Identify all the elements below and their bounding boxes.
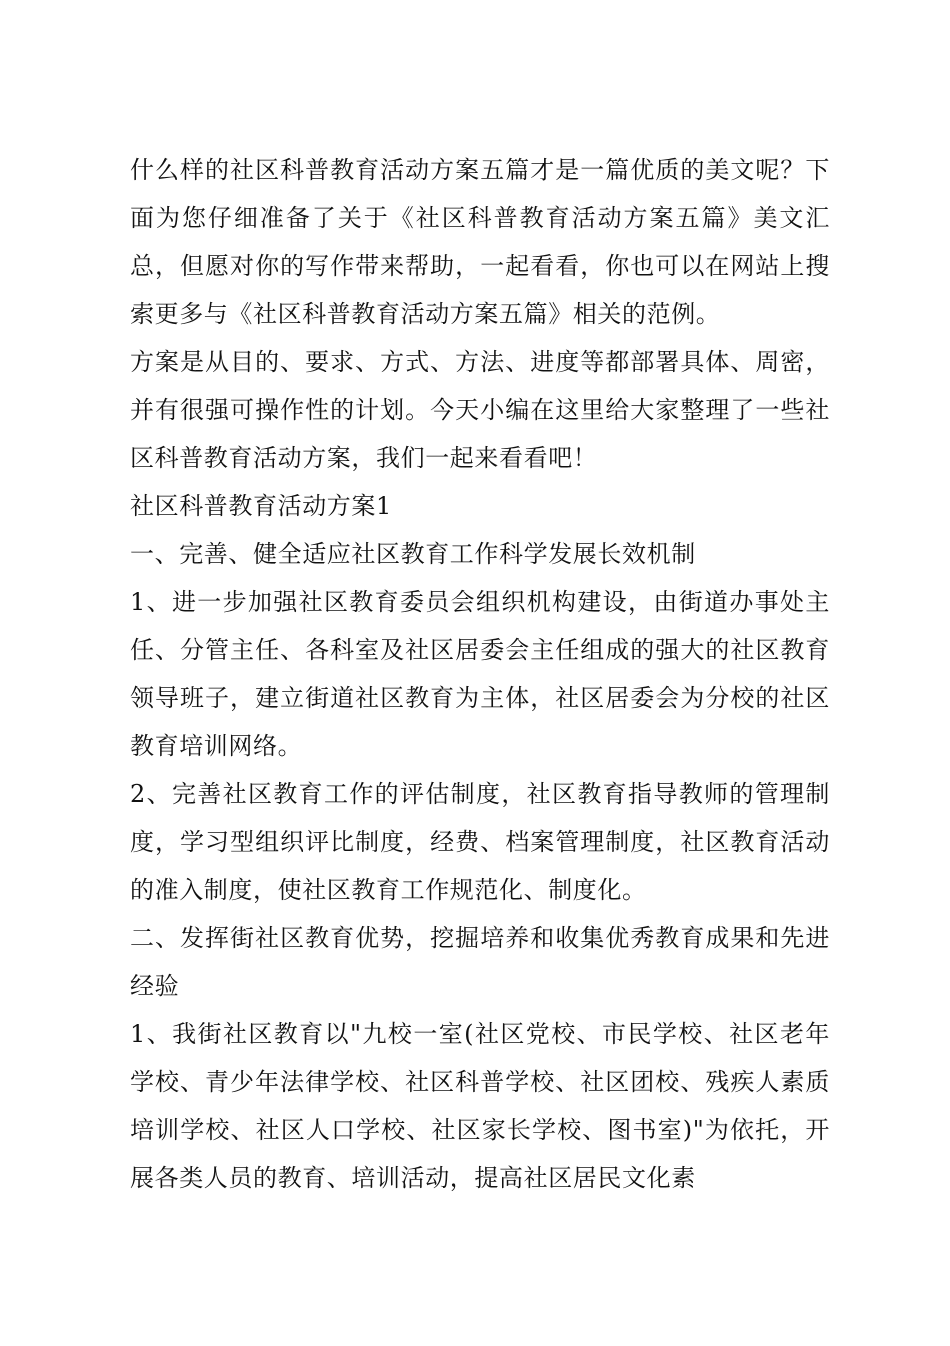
plan-title: 社区科普教育活动方案1 bbox=[130, 492, 392, 520]
section-1-item-2: 2、完善社区教育工作的评估制度，社区教育指导教师的管理制度，学习型组织评比制度，经费、档案管理制度，社区教育活动的准入制度，使社区教育工作规范化、制度化。 bbox=[130, 780, 830, 904]
section-1-item-1: 1、进一步加强社区教育委员会组织机构建设，由街道办事处主任、分管主任、各科室及社区居委会主任组成的强大的社区教育领导班子，建立街道社区教育为主体，社区居委会为分校的社区教育培训网络。 bbox=[130, 588, 830, 760]
definition-paragraph: 方案是从目的、要求、方式、方法、进度等都部署具体、周密，并有很强可操作性的计划。今天小编在这里给大家整理了一些社区科普教育活动方案，我们一起来看看吧！ bbox=[130, 348, 830, 472]
section-2-heading: 二、发挥街社区教育优势，挖掘培养和收集优秀教育成果和先进经验 bbox=[130, 924, 830, 1000]
intro-paragraph: 什么样的社区科普教育活动方案五篇才是一篇优质的美文呢？下面为您仔细准备了关于《社区科普教育活动方案五篇》美文汇总，但愿对你的写作带来帮助，一起看看，你也可以在网站上搜索更多与《社区科普教育活动方案五篇》相关的范例。 bbox=[130, 156, 830, 328]
section-2-item-1: 1、我街社区教育以"九校一室(社区党校、市民学校、社区老年学校、青少年法律学校、社区科普学校、社区团校、残疾人素质培训学校、社区人口学校、社区家长学校、图书室)"为依托，开展各类人员的教育、培训活动，提高社区居民文化素 bbox=[130, 1020, 830, 1192]
section-1-heading: 一、完善、健全适应社区教育工作科学发展长效机制 bbox=[130, 540, 696, 568]
document-page bbox=[130, 146, 830, 1202]
